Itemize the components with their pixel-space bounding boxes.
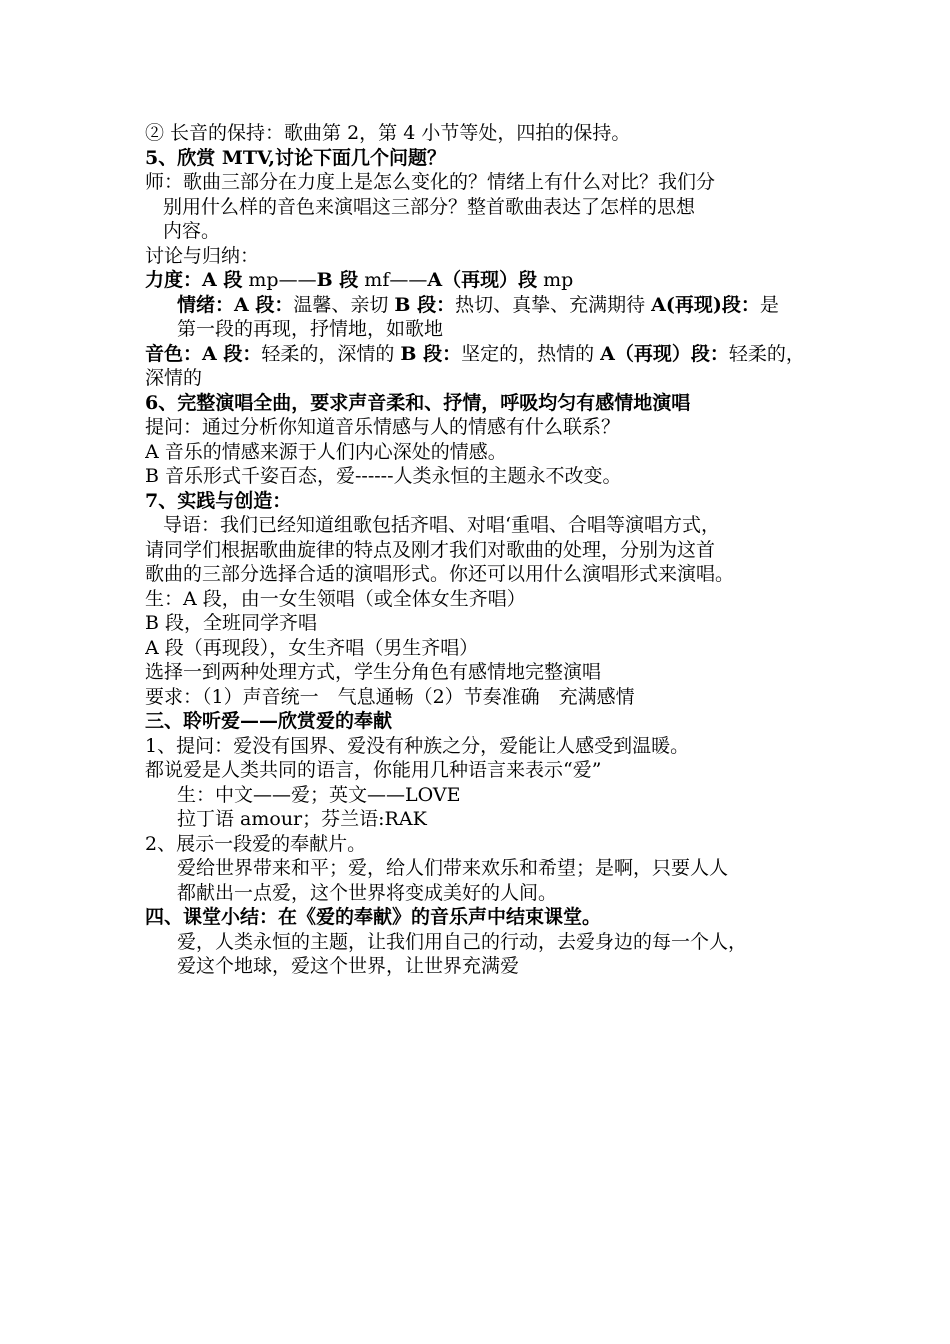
label: B 段： — [394, 293, 456, 316]
text-line: 选择一到两种处理方式，学生分角色有感情地完整演唱 — [145, 661, 602, 683]
text-line: B 音乐形式千姿百态，爱------人类永恒的主题永不改变。 — [145, 465, 622, 487]
text-line: 生：中文——爱；英文——LOVE — [177, 783, 461, 806]
label: A(再现)段： — [651, 293, 760, 316]
value: 温馨、亲切 — [293, 293, 395, 316]
text-line: 爱，人类永恒的主题，让我们用自己的行动，去爱身边的每一个人， — [177, 930, 748, 953]
value: mp — [537, 269, 574, 291]
dynamics-line — [145, 268, 825, 293]
label: A（再现）段： — [600, 342, 729, 365]
text-line: 都说爱是人类共同的语言，你能用几种语言来表示“爱” — [145, 759, 602, 781]
value: 轻柔的， — [728, 342, 805, 365]
value: mp—— — [242, 269, 317, 291]
label: 情绪：A 段： — [177, 293, 294, 316]
text-line: 爱这个地球，爱这个世界，让世界充满爱 — [177, 955, 520, 977]
text-line: 要求：（1）声音统一 气息通畅（2）节奏准确 充满感情 — [145, 685, 635, 708]
text-line: 别用什么样的音色来演唱这三部分？整首歌曲表达了怎样的思想 — [163, 195, 696, 218]
text-line: 都献出一点爱，这个世界将变成美好的人间。 — [177, 881, 558, 904]
section-heading: 7、实践与创造： — [145, 489, 292, 512]
text-line: 爱给世界带来和平；爱，给人们带来欢乐和希望；是啊，只要人人 — [177, 857, 729, 879]
text-line: ② 长音的保持：歌曲第 2，第 4 小节等处，四拍的保持。 — [145, 122, 631, 144]
text-line: 生：A 段，由一女生领唱（或全体女生齐唱） — [145, 587, 526, 610]
timbre-line — [145, 342, 825, 367]
label: A（再现）段 — [427, 269, 538, 291]
text-line: 1、提问：爱没有国界、爱没有种族之分，爱能让人感受到温暖。 — [145, 734, 690, 757]
text-line: 深情的 — [145, 367, 203, 389]
text-line: B 段，全班同学齐唱 — [145, 612, 318, 634]
value: mf—— — [358, 269, 428, 291]
text-line: 导语：我们已经知道组歌包括齐唱、对唱‘重唱、合唱等演唱方式， — [163, 514, 721, 536]
section-heading: 5、欣赏 MTV,讨论下面几个问题？ — [145, 146, 447, 169]
section-heading: 6、完整演唱全曲，要求声音柔和、抒情，呼吸均匀有感情地演唱 — [145, 391, 691, 414]
label: B 段： — [400, 342, 462, 365]
text-line: 内容。 — [163, 220, 221, 242]
text-line: 请同学们根据歌曲旋律的特点及刚才我们对歌曲的处理，分别为这首 — [145, 538, 716, 561]
value: 是 — [759, 293, 779, 316]
value: 热切、真挚、充满期待 — [455, 293, 652, 316]
text-line: 第一段的再现，抒情地，如歌地 — [177, 318, 444, 340]
section-heading: 四、课堂小结：在《爱的奉献》的音乐声中结束课堂。 — [145, 906, 602, 928]
lesson-plan-document — [145, 121, 825, 979]
label: 力度：A 段 — [145, 269, 243, 291]
text-line: 师：歌曲三部分在力度上是怎么变化的？情绪上有什么对比？我们分 — [145, 171, 716, 193]
text-line: 提问：通过分析你知道音乐情感与人的情感有什么联系？ — [145, 416, 621, 438]
value: 轻柔的，深情的 — [261, 342, 401, 365]
value: 坚定的，热情的 — [461, 342, 601, 365]
text-line: A 段（再现段），女生齐唱（男生齐唱） — [145, 636, 479, 659]
label: B 段 — [316, 269, 359, 291]
text-line: 拉丁语 amour；芬兰语:RAK — [177, 808, 427, 830]
text-line: 歌曲的三部分选择合适的演唱形式。你还可以用什么演唱形式来演唱。 — [145, 563, 735, 585]
section-heading: 三、聆听爱——欣赏爱的奉献 — [145, 710, 393, 732]
mood-line — [145, 293, 825, 318]
text-line: 讨论与归纳： — [145, 244, 260, 267]
text-line: A 音乐的情感来源于人们内心深处的情感。 — [145, 440, 507, 463]
text-line: 2、展示一段爱的奉献片。 — [145, 832, 367, 855]
label: 音色：A 段： — [145, 342, 262, 365]
